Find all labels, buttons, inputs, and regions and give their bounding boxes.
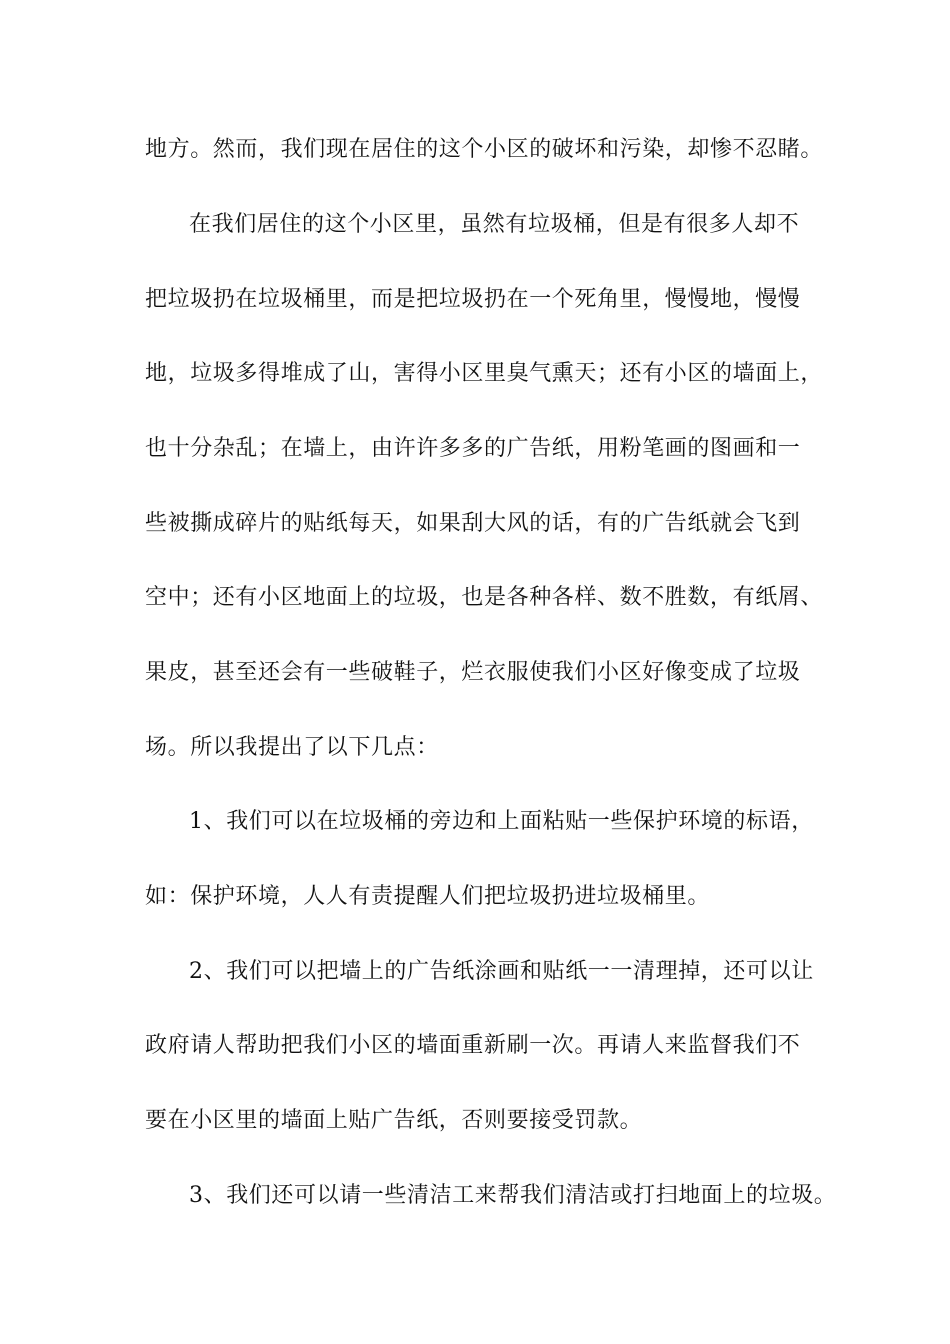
- list-item-2-line: 2、我们可以把墙上的广告纸涂画和贴纸一一清理掉，还可以让: [189, 959, 814, 984]
- text-line: 场。所以我提出了以下几点：: [145, 735, 439, 760]
- list-item-1-line: 1、我们可以在垃圾桶的旁边和上面粘贴一些保护环境的标语，: [189, 809, 814, 834]
- text-line: 果皮，甚至还会有一些破鞋子，烂衣服使我们小区好像变成了垃圾: [145, 660, 801, 685]
- text-line: 地，垃圾多得堆成了山，害得小区里臭气熏天；还有小区的墙面上，: [145, 361, 824, 386]
- text-line: 些被撕成碎片的贴纸每天，如果刮大风的话，有的广告纸就会飞到: [145, 511, 801, 536]
- text-line: 地方。然而，我们现在居住的这个小区的破坏和污染，却惨不忍睹。: [145, 137, 824, 162]
- paragraph-start-line: 在我们居住的这个小区里，虽然有垃圾桶，但是有很多人却不: [189, 212, 800, 237]
- text-line: 如：保护环境，人人有责提醒人们把垃圾扔进垃圾桶里。: [145, 884, 711, 909]
- text-line: 政府请人帮助把我们小区的墙面重新刷一次。再请人来监督我们不: [145, 1033, 801, 1058]
- list-item-3-line: 3、我们还可以请一些清洁工来帮我们清洁或打扫地面上的垃圾。: [189, 1183, 837, 1208]
- text-line: 也十分杂乱；在墙上，由许许多多的广告纸，用粉笔画的图画和一: [145, 436, 801, 461]
- text-line: 要在小区里的墙面上贴广告纸，否则要接受罚款。: [145, 1108, 643, 1133]
- text-line: 空中；还有小区地面上的垃圾，也是各种各样、数不胜数，有纸屑、: [145, 585, 824, 610]
- text-line: 把垃圾扔在垃圾桶里，而是把垃圾扔在一个死角里，慢慢地，慢慢: [145, 287, 801, 312]
